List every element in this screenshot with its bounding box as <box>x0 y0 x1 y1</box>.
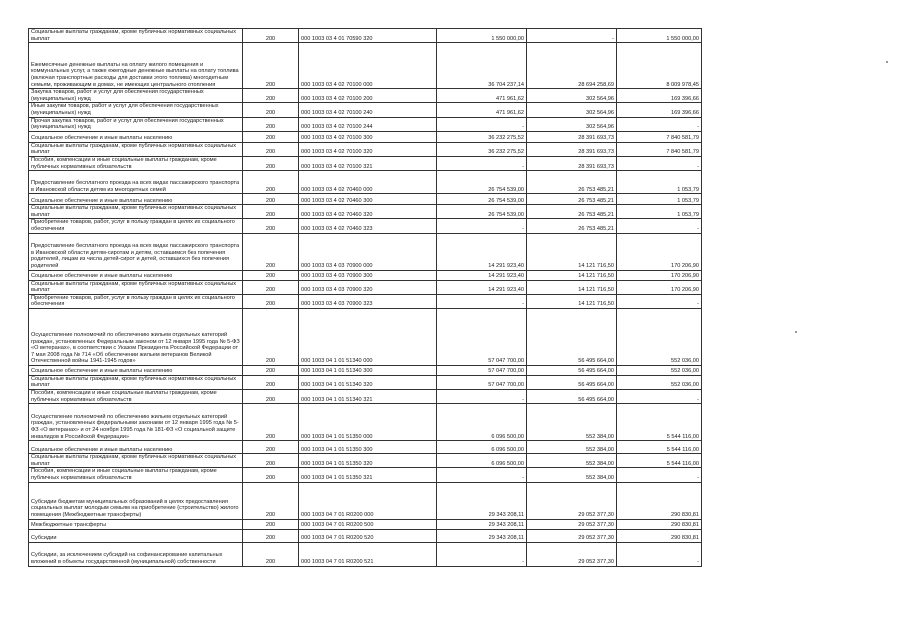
table-row <box>29 468 702 482</box>
row-amount-c-cell: 170 206,90 <box>617 233 702 270</box>
row-amount-a-cell: - <box>437 156 527 170</box>
row-kbk-cell: 000 1003 04 1 01 51340 300 <box>299 365 437 375</box>
row-name-cell: Субсидии, за исключением субсидий на софинансирование капитальных вложений в объекты государственной (муниципальной) собственности <box>29 542 243 566</box>
row-amount-c-cell: 552 036,00 <box>617 308 702 365</box>
row-name-cell: Социальное обеспечение и иные выплаты населению <box>29 441 243 454</box>
table-row <box>29 142 702 156</box>
row-amount-b-cell: 552 384,00 <box>527 468 617 482</box>
row-name-cell: Иные закупки товаров, работ и услуг для обеспечения государственных (муниципальных) нужд <box>29 103 243 117</box>
row-amount-a-cell: - <box>437 468 527 482</box>
row-amount-c-cell: 170 206,90 <box>617 270 702 280</box>
row-kbk-cell: 000 1003 03 4 02 70460 320 <box>299 205 437 219</box>
row-code-cell: 200 <box>243 233 299 270</box>
row-code-cell: 200 <box>243 365 299 375</box>
row-code-cell: 200 <box>243 219 299 233</box>
row-amount-b-cell: 14 121 716,50 <box>527 270 617 280</box>
table-row <box>29 270 702 280</box>
row-kbk-cell: 000 1003 04 1 01 51350 000 <box>299 404 437 441</box>
row-amount-b-cell: 26 753 485,21 <box>527 194 617 205</box>
row-kbk-cell: 000 1003 03 4 03 70900 300 <box>299 270 437 280</box>
row-amount-b-cell: 56 495 664,00 <box>527 390 617 404</box>
row-name-cell: Социальные выплаты гражданам, кроме публичных нормативных социальных выплат <box>29 375 243 389</box>
row-kbk-cell: 000 1003 04 7 01 R0200 521 <box>299 542 437 566</box>
row-kbk-cell: 000 1003 04 1 01 51350 321 <box>299 468 437 482</box>
row-name-cell: Пособия, компенсации и иные социальные выплаты гражданам, кроме публичных нормативных обязательств <box>29 156 243 170</box>
table-row <box>29 29 702 43</box>
row-amount-c-cell: 7 840 581,79 <box>617 131 702 142</box>
row-code-cell: 200 <box>243 454 299 468</box>
row-amount-c-cell: 169 396,66 <box>617 103 702 117</box>
row-kbk-cell: 000 1003 03 4 02 70460 000 <box>299 171 437 194</box>
row-amount-a-cell: 36 232 275,52 <box>437 131 527 142</box>
row-amount-a-cell: 29 343 208,11 <box>437 482 527 519</box>
row-code-cell: 200 <box>243 270 299 280</box>
row-amount-b-cell: 29 052 377,30 <box>527 542 617 566</box>
row-amount-c-cell: 5 544 116,00 <box>617 454 702 468</box>
row-kbk-cell: 000 1003 04 1 01 51350 320 <box>299 454 437 468</box>
table-row <box>29 205 702 219</box>
row-amount-a-cell: 14 291 923,40 <box>437 233 527 270</box>
row-name-cell: Закупка товаров, работ и услуг для обеспечения государственных (муниципальных) нужд <box>29 89 243 103</box>
table-row <box>29 280 702 294</box>
row-kbk-cell: 000 1003 03 4 02 70100 320 <box>299 142 437 156</box>
row-amount-c-cell: 5 544 116,00 <box>617 441 702 454</box>
row-amount-b-cell: 552 384,00 <box>527 454 617 468</box>
row-code-cell: 200 <box>243 375 299 389</box>
row-name-cell: Субсидии бюджетам муниципальных образований в целях предоставления социальных выплат молодым семьям на приобретение (строительство) жилого помещения (Межбюджетные трансферты) <box>29 482 243 519</box>
row-amount-b-cell: 29 052 377,30 <box>527 519 617 529</box>
row-amount-b-cell: 302 564,96 <box>527 103 617 117</box>
row-code-cell: 200 <box>243 519 299 529</box>
row-kbk-cell: 000 1003 04 7 01 R0200 000 <box>299 482 437 519</box>
row-amount-c-cell: 1 053,79 <box>617 171 702 194</box>
row-code-cell: 200 <box>243 482 299 519</box>
row-name-cell: Социальное обеспечение и иные выплаты населению <box>29 194 243 205</box>
row-name-cell: Приобретение товаров, работ, услуг в пользу граждан в целях их социального обеспечения <box>29 294 243 308</box>
table-row <box>29 542 702 566</box>
row-amount-c-cell: 7 840 581,79 <box>617 142 702 156</box>
row-amount-c-cell: 8 009 978,45 <box>617 43 702 89</box>
row-amount-c-cell: 552 036,00 <box>617 365 702 375</box>
row-amount-b-cell: 56 495 664,00 <box>527 365 617 375</box>
row-amount-c-cell: - <box>617 542 702 566</box>
row-amount-a-cell: 36 704 237,14 <box>437 43 527 89</box>
table-row <box>29 390 702 404</box>
row-amount-c-cell: 1 053,79 <box>617 205 702 219</box>
row-amount-c-cell: - <box>617 294 702 308</box>
row-code-cell: 200 <box>243 171 299 194</box>
row-code-cell: 200 <box>243 468 299 482</box>
row-amount-c-cell: - <box>617 390 702 404</box>
table-row <box>29 308 702 365</box>
row-amount-a-cell: 29 343 208,11 <box>437 529 527 542</box>
row-code-cell: 200 <box>243 390 299 404</box>
row-amount-b-cell: 28 694 258,69 <box>527 43 617 89</box>
row-name-cell: Приобретение товаров, работ, услуг в пользу граждан в целях их социального обеспечения <box>29 219 243 233</box>
row-amount-b-cell: 552 384,00 <box>527 441 617 454</box>
row-name-cell: Субсидии <box>29 529 243 542</box>
row-amount-a-cell: 471 961,62 <box>437 89 527 103</box>
row-amount-c-cell: - <box>617 117 702 131</box>
row-kbk-cell: 000 1003 03 4 02 70100 240 <box>299 103 437 117</box>
row-amount-c-cell: 290 830,81 <box>617 482 702 519</box>
row-amount-a-cell: 14 291 923,40 <box>437 280 527 294</box>
table-row <box>29 89 702 103</box>
row-amount-c-cell: 552 036,00 <box>617 375 702 389</box>
table-row <box>29 117 702 131</box>
row-amount-b-cell: 14 121 716,50 <box>527 280 617 294</box>
table-row <box>29 194 702 205</box>
row-name-cell: Межбюджетные трансферты <box>29 519 243 529</box>
row-kbk-cell: 000 1003 04 1 01 51340 320 <box>299 375 437 389</box>
row-amount-a-cell: 36 232 275,52 <box>437 142 527 156</box>
table-row <box>29 103 702 117</box>
table-row <box>29 219 702 233</box>
row-amount-c-cell: 5 544 116,00 <box>617 404 702 441</box>
row-name-cell: Социальное обеспечение и иные выплаты населению <box>29 365 243 375</box>
row-kbk-cell: 000 1003 03 4 02 70460 323 <box>299 219 437 233</box>
row-name-cell: Социальные выплаты гражданам, кроме публичных нормативных социальных выплат <box>29 205 243 219</box>
scan-speck <box>795 331 797 333</box>
row-code-cell: 200 <box>243 103 299 117</box>
row-code-cell: 200 <box>243 131 299 142</box>
row-amount-c-cell: - <box>617 156 702 170</box>
row-amount-b-cell: 302 564,96 <box>527 117 617 131</box>
row-amount-a-cell: 57 047 700,00 <box>437 365 527 375</box>
row-amount-b-cell: 26 753 485,21 <box>527 219 617 233</box>
row-amount-b-cell: 26 753 485,21 <box>527 171 617 194</box>
row-code-cell: 200 <box>243 308 299 365</box>
row-name-cell: Предоставление бесплатного проезда на всех видах пассажирского транспорта в Ивановской области детям-сиротам и детям, оставшимся без попечения родителей, лицам из числа детей-сирот и детей, оставшихся без попечения родителей <box>29 233 243 270</box>
row-name-cell: Социальные выплаты гражданам, кроме публичных нормативных социальных выплат <box>29 454 243 468</box>
table-row <box>29 156 702 170</box>
row-amount-a-cell: 57 047 700,00 <box>437 375 527 389</box>
row-amount-a-cell: - <box>437 390 527 404</box>
row-name-cell: Предоставление бесплатного проезда на всех видах пассажирского транспорта в Ивановской области детям из многодетных семей <box>29 171 243 194</box>
row-kbk-cell: 000 1003 04 7 01 R0200 500 <box>299 519 437 529</box>
row-kbk-cell: 000 1003 03 4 02 70100 000 <box>299 43 437 89</box>
row-name-cell: Социальные выплаты гражданам, кроме публичных нормативных социальных выплат <box>29 280 243 294</box>
row-kbk-cell: 000 1003 03 4 02 70100 321 <box>299 156 437 170</box>
row-code-cell: 200 <box>243 142 299 156</box>
row-code-cell: 200 <box>243 117 299 131</box>
table-row <box>29 171 702 194</box>
row-amount-b-cell: 552 384,00 <box>527 404 617 441</box>
table-row <box>29 482 702 519</box>
row-amount-a-cell: 29 343 208,11 <box>437 519 527 529</box>
table-row <box>29 365 702 375</box>
row-amount-a-cell: 14 291 923,40 <box>437 270 527 280</box>
row-kbk-cell: 000 1003 03 4 03 70900 320 <box>299 280 437 294</box>
row-amount-b-cell: - <box>527 29 617 43</box>
row-amount-b-cell: 28 391 693,73 <box>527 142 617 156</box>
row-code-cell: 200 <box>243 280 299 294</box>
row-name-cell: Ежемесячные денежные выплаты на оплату жилого помещения и коммунальных услуг, а также ежегодные денежные выплаты на оплату топлива (включая транспортные расходы для доставки этого топлива) многодетным семьям, проживающим в домах, не имеющих центрального отопления <box>29 43 243 89</box>
row-amount-a-cell: 6 096 500,00 <box>437 454 527 468</box>
row-code-cell: 200 <box>243 294 299 308</box>
row-code-cell: 200 <box>243 29 299 43</box>
row-code-cell: 200 <box>243 404 299 441</box>
table-row <box>29 294 702 308</box>
table-row <box>29 441 702 454</box>
table-row <box>29 131 702 142</box>
row-kbk-cell: 000 1003 03 4 02 70100 244 <box>299 117 437 131</box>
row-code-cell: 200 <box>243 43 299 89</box>
row-amount-b-cell: 56 495 664,00 <box>527 375 617 389</box>
row-code-cell: 200 <box>243 194 299 205</box>
row-amount-b-cell: 29 052 377,30 <box>527 482 617 519</box>
table-row <box>29 519 702 529</box>
row-amount-b-cell: 302 564,96 <box>527 89 617 103</box>
row-name-cell: Пособия, компенсации и иные социальные выплаты гражданам, кроме публичных нормативных обязательств <box>29 468 243 482</box>
row-amount-a-cell: - <box>437 117 527 131</box>
row-name-cell: Социальные выплаты гражданам, кроме публичных нормативных социальных выплат <box>29 29 243 43</box>
row-amount-b-cell: 26 753 485,21 <box>527 205 617 219</box>
row-amount-b-cell: 56 495 664,00 <box>527 308 617 365</box>
row-code-cell: 200 <box>243 205 299 219</box>
row-name-cell: Социальные выплаты гражданам, кроме публичных нормативных социальных выплат <box>29 142 243 156</box>
row-name-cell: Социальное обеспечение и иные выплаты населению <box>29 270 243 280</box>
table-body <box>29 29 702 567</box>
row-amount-b-cell: 14 121 716,50 <box>527 233 617 270</box>
row-amount-c-cell: 290 830,81 <box>617 529 702 542</box>
row-amount-a-cell: 57 047 700,00 <box>437 308 527 365</box>
row-code-cell: 200 <box>243 542 299 566</box>
row-name-cell: Прочая закупка товаров, работ и услуг для обеспечения государственных (муниципальных) нужд <box>29 117 243 131</box>
row-amount-c-cell: 169 396,66 <box>617 89 702 103</box>
row-kbk-cell: 000 1003 04 1 01 51350 300 <box>299 441 437 454</box>
scan-speck <box>886 61 888 63</box>
row-kbk-cell: 000 1003 03 4 03 70900 000 <box>299 233 437 270</box>
row-name-cell: Социальное обеспечение и иные выплаты населению <box>29 131 243 142</box>
table-row <box>29 43 702 89</box>
row-amount-a-cell: 6 096 500,00 <box>437 404 527 441</box>
row-amount-a-cell: - <box>437 542 527 566</box>
row-kbk-cell: 000 1003 03 4 02 70100 200 <box>299 89 437 103</box>
row-kbk-cell: 000 1003 03 4 01 70590 320 <box>299 29 437 43</box>
row-code-cell: 200 <box>243 529 299 542</box>
row-amount-c-cell: - <box>617 468 702 482</box>
table-row <box>29 375 702 389</box>
row-name-cell: Осуществление полномочий по обеспечению жильем отдельных категорий граждан, установленных Федеральным законом от 12 января 1995 года № 5-ФЗ «О ветеранах», в соответствии с Указом Президента Российской Федерации от 7 мая 2008 года № 714 «Об обеспечении жильем ветеранов Великой Отечественной войны 1941-1945 годов» <box>29 308 243 365</box>
row-kbk-cell: 000 1003 03 4 03 70900 323 <box>299 294 437 308</box>
row-amount-a-cell: 26 754 539,00 <box>437 205 527 219</box>
row-amount-c-cell: 1 550 000,00 <box>617 29 702 43</box>
table-row <box>29 454 702 468</box>
row-amount-b-cell: 14 121 716,50 <box>527 294 617 308</box>
row-amount-b-cell: 28 391 693,73 <box>527 156 617 170</box>
row-code-cell: 200 <box>243 156 299 170</box>
row-amount-a-cell: - <box>437 219 527 233</box>
row-amount-a-cell: - <box>437 294 527 308</box>
budget-execution-table <box>28 28 702 567</box>
row-kbk-cell: 000 1003 04 7 01 R0200 520 <box>299 529 437 542</box>
table-row <box>29 404 702 441</box>
row-code-cell: 200 <box>243 441 299 454</box>
row-name-cell: Осуществление полномочий по обеспечению жильем отдельных категорий граждан, установленных федеральными законами от 12 января 1995 года № 5-ФЗ «О ветеранах» и от 24 ноября 1995 года № 181-ФЗ «О социальной защите инвалидов в Российской Федерации» <box>29 404 243 441</box>
row-amount-a-cell: 26 754 539,00 <box>437 194 527 205</box>
row-amount-b-cell: 29 052 377,30 <box>527 529 617 542</box>
row-kbk-cell: 000 1003 04 1 01 51340 321 <box>299 390 437 404</box>
row-kbk-cell: 000 1003 03 4 02 70100 300 <box>299 131 437 142</box>
row-kbk-cell: 000 1003 04 1 01 51340 000 <box>299 308 437 365</box>
row-amount-a-cell: 26 754 539,00 <box>437 171 527 194</box>
row-amount-a-cell: 1 550 000,00 <box>437 29 527 43</box>
row-amount-a-cell: 6 096 500,00 <box>437 441 527 454</box>
row-code-cell: 200 <box>243 89 299 103</box>
row-name-cell: Пособия, компенсации и иные социальные выплаты гражданам, кроме публичных нормативных обязательств <box>29 390 243 404</box>
row-kbk-cell: 000 1003 03 4 02 70460 300 <box>299 194 437 205</box>
table-row <box>29 529 702 542</box>
row-amount-c-cell: - <box>617 219 702 233</box>
row-amount-a-cell: 471 961,62 <box>437 103 527 117</box>
row-amount-c-cell: 290 830,81 <box>617 519 702 529</box>
row-amount-c-cell: 170 206,90 <box>617 280 702 294</box>
row-amount-c-cell: 1 053,79 <box>617 194 702 205</box>
row-amount-b-cell: 28 391 693,73 <box>527 131 617 142</box>
table-row <box>29 233 702 270</box>
